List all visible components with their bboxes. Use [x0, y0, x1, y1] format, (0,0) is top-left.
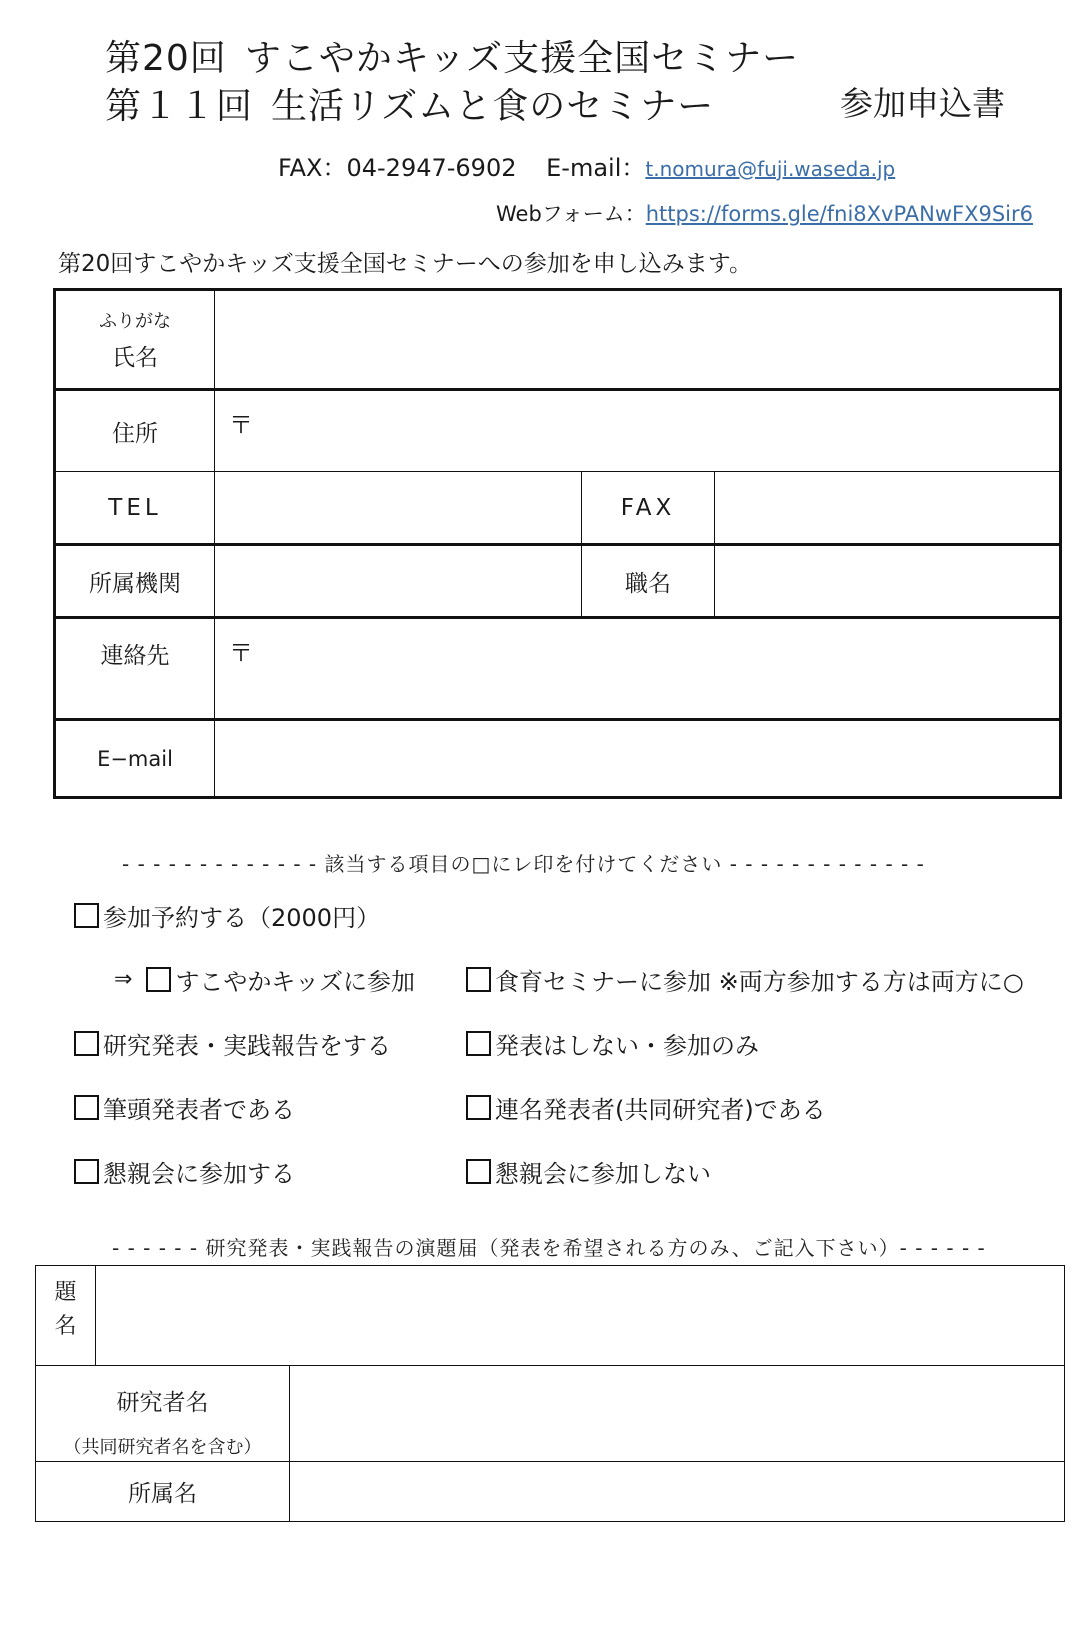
address-field[interactable]: [215, 390, 1061, 472]
checkbox[interactable]: [466, 1031, 491, 1056]
pres-affiliation-field[interactable]: [290, 1462, 1065, 1522]
fax-field-label: FAX: [582, 472, 715, 545]
contact-address-label: 連絡先: [55, 618, 215, 720]
arrow-icon: ⇒: [114, 967, 133, 992]
email-link[interactable]: t.nomura@fuji.waseda.jp: [645, 157, 896, 181]
option-label: 懇親会に参加しない: [495, 1160, 711, 1188]
option-party-no[interactable]: [466, 1154, 711, 1189]
fax-number: 04-2947-6902: [346, 154, 517, 182]
name-label-cell: [55, 290, 215, 390]
option-reserve[interactable]: [74, 898, 380, 933]
webform-link[interactable]: https://forms.gle/fni8XvPANwFX9Sir6: [645, 202, 1034, 226]
checkbox[interactable]: [74, 1159, 99, 1184]
webform-line: [496, 198, 1033, 228]
affiliation-field[interactable]: [215, 545, 582, 618]
name-label: 氏名: [112, 345, 158, 371]
registration-form-table: [53, 288, 1062, 799]
option-label: 懇親会に参加する: [103, 1160, 295, 1188]
position-field[interactable]: [715, 545, 1061, 618]
contact-address-field[interactable]: [215, 618, 1061, 720]
email-label: E-mail：: [546, 154, 646, 182]
postal-mark-2: 〒: [229, 639, 253, 667]
option-label: 連名発表者(共同研究者)である: [495, 1096, 826, 1124]
option-label: 食育セミナーに参加 ※両方参加する方は両方に○: [495, 968, 1024, 996]
title-row: [36, 1266, 1065, 1366]
email-row: [55, 720, 1061, 798]
option-label: 研究発表・実践報告をする: [103, 1032, 391, 1060]
checkbox-instruction: - - - - - - - - - - - - - 該当する項目の□にレ印を付けてください - - - - - - - - - - - - -: [122, 852, 925, 876]
email-field[interactable]: [215, 720, 1061, 798]
option-label: すこやかキッズに参加: [175, 968, 415, 996]
furigana-label: ふりがな: [99, 311, 171, 332]
presentation-instruction: - - - - - - 研究発表・実践報告の演題届（発表を希望される方のみ、ご記入下さい）- - - - - -: [112, 1236, 986, 1260]
postal-mark: 〒: [229, 411, 253, 439]
tel-field[interactable]: [215, 472, 582, 545]
option-party-yes[interactable]: [74, 1154, 295, 1189]
address-row: [55, 390, 1061, 472]
name-field[interactable]: [215, 290, 1061, 390]
contact-row: [55, 618, 1061, 720]
intro-text: 第20回すこやかキッズ支援全国セミナーへの参加を申し込みます。: [58, 251, 752, 277]
checkbox[interactable]: [466, 1159, 491, 1184]
researcher-field[interactable]: [290, 1366, 1065, 1462]
option-present[interactable]: [74, 1026, 391, 1061]
pres-affiliation-label: 所属名: [36, 1462, 290, 1522]
title-label-char: 題: [54, 1280, 77, 1305]
fax-field[interactable]: [715, 472, 1061, 545]
webform-label: Webフォーム：: [496, 202, 646, 226]
researcher-row: [36, 1366, 1065, 1462]
option-kids[interactable]: [114, 962, 415, 997]
pres-affiliation-row: [36, 1462, 1065, 1522]
researcher-sublabel: （共同研究者名を含む）: [63, 1437, 262, 1458]
title-field[interactable]: [96, 1266, 1065, 1366]
email-field-label: E−mail: [55, 720, 215, 798]
title-line-1: [105, 30, 799, 81]
application-title: 参加申込書: [840, 84, 1005, 123]
title-edition-1: 第20回: [105, 38, 227, 79]
fax-label: FAX：: [278, 154, 347, 182]
title-text-1: すこやかキッズ支援全国セミナー: [244, 38, 800, 79]
option-no-present[interactable]: [466, 1026, 759, 1061]
option-label: 筆頭発表者である: [103, 1096, 295, 1124]
researcher-label-cell: [36, 1366, 290, 1462]
checkbox[interactable]: [74, 1095, 99, 1120]
affiliation-row: [55, 545, 1061, 618]
researcher-label: 研究者名: [116, 1390, 209, 1416]
presentation-table: [35, 1265, 1065, 1522]
title-label-char: 名: [54, 1314, 77, 1339]
position-label: 職名: [582, 545, 715, 618]
name-row: [55, 290, 1061, 390]
contact-line: [278, 148, 895, 183]
checkbox[interactable]: [466, 967, 491, 992]
option-label: 発表はしない・参加のみ: [495, 1032, 759, 1060]
title-edition-2: 第１１回: [105, 86, 254, 127]
title-label: [36, 1266, 96, 1366]
title-text-2: 生活リズムと食のセミナー: [271, 86, 715, 127]
option-label: 参加予約する（2000円）: [103, 904, 381, 932]
title-line-2: [105, 78, 714, 129]
tel-label: TEL: [55, 472, 215, 545]
option-co-author[interactable]: [466, 1090, 826, 1125]
checkbox[interactable]: [74, 1031, 99, 1056]
checkbox[interactable]: [146, 967, 171, 992]
phone-row: [55, 472, 1061, 545]
option-food[interactable]: [466, 962, 1024, 997]
checkbox[interactable]: [74, 903, 99, 928]
checkbox[interactable]: [466, 1095, 491, 1120]
address-label: 住所: [55, 390, 215, 472]
affiliation-label: 所属機関: [55, 545, 215, 618]
option-first-author[interactable]: [74, 1090, 295, 1125]
